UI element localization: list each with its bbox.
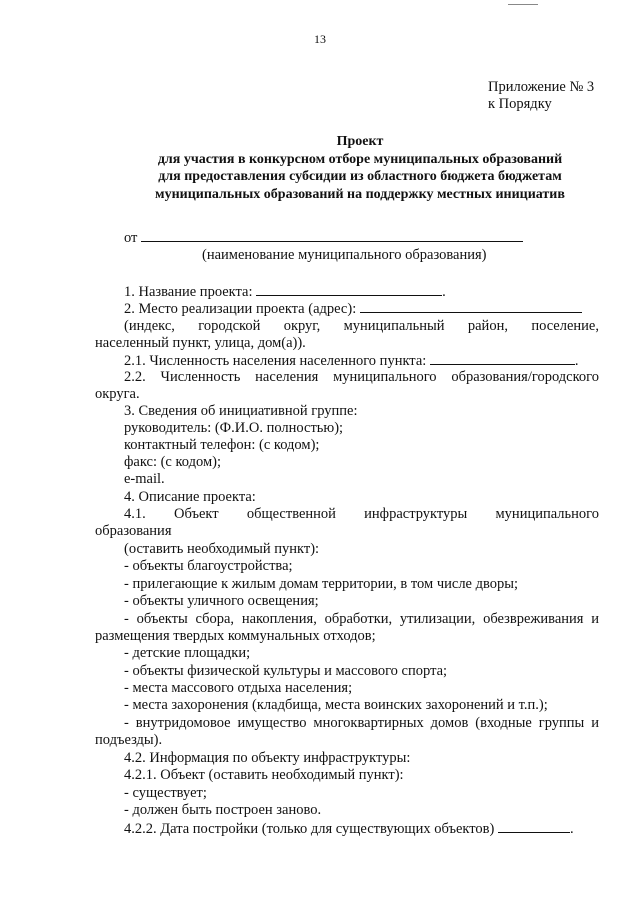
option-item: - должен быть построен заново.	[124, 802, 322, 818]
title-line-4: муниципальных образований на поддержку местных инициатив	[155, 186, 565, 202]
project-name-label: 1. Название проекта:	[124, 284, 253, 300]
option-item: - детские площадки;	[124, 645, 251, 661]
appendix-header	[488, 79, 594, 113]
initiative-group-heading: 3. Сведения об инициативной группе:	[124, 403, 358, 419]
option-item: - объекты благоустройства;	[124, 558, 293, 574]
project-name-blank[interactable]	[256, 283, 442, 296]
settlement-population-line: 2.1. Численность населения населенного пункта: .	[124, 353, 579, 369]
choose-option-note: (оставить необходимый пункт):	[124, 541, 320, 557]
top-rule	[508, 4, 538, 5]
municipality-blank[interactable]	[141, 229, 523, 242]
option-item-continuation: размещения твердых коммунальных отходов;	[95, 628, 376, 644]
email-line: e-mail.	[124, 471, 165, 487]
infrastructure-object-line-2: образования	[95, 523, 172, 539]
document-title	[100, 133, 620, 203]
contact-phone-line: контактный телефон: (с кодом);	[124, 437, 320, 453]
appendix-line-2: к Порядку	[488, 96, 552, 112]
municipal-population-line-2: округа.	[95, 386, 140, 402]
title-line-2: для участия в конкурсном отборе муниципальных образований	[157, 151, 563, 167]
construction-date-line: 4.2.2. Дата постройки (только для существующих объектов) .	[124, 821, 574, 837]
object-status-heading: 4.2.1. Объект (оставить необходимый пункт):	[124, 767, 404, 783]
from-line	[124, 229, 523, 247]
appendix-line-1: Приложение № 3	[488, 79, 595, 95]
option-item: - объекты уличного освещения;	[124, 593, 319, 609]
settlement-population-label: 2.1. Численность населения населенного пункта:	[124, 353, 427, 369]
infrastructure-info-heading: 4.2. Информация по объекту инфраструктуры:	[124, 750, 411, 766]
location-line	[124, 300, 582, 318]
fax-line: факс: (с кодом);	[124, 454, 222, 470]
option-item: - существует;	[124, 785, 207, 801]
project-name-line: 1. Название проекта: .	[124, 284, 446, 300]
option-item: - объекты физической культуры и массового спорта;	[124, 663, 448, 679]
title-line-3: для предоставления субсидии из областного бюджета бюджетам	[158, 169, 562, 184]
option-item: - внутридомовое имущество многоквартирных домов (входные группы и	[124, 715, 599, 731]
option-item: - прилегающие к жилым домам территории, в том числе дворы;	[124, 576, 519, 592]
option-item-continuation: подъезды).	[95, 732, 163, 748]
construction-date-label: 4.2.2. Дата постройки (только для существующих объектов)	[124, 821, 495, 837]
infrastructure-object-line-1: 4.1. Объект общественной инфраструктуры муниципального	[124, 506, 599, 522]
location-detail-2: населенный пункт, улица, дом(а)).	[95, 335, 306, 351]
from-label: от	[124, 230, 138, 246]
project-description-heading: 4. Описание проекта:	[124, 489, 256, 505]
group-leader-line: руководитель: (Ф.И.О. полностью);	[124, 420, 344, 436]
location-blank[interactable]	[360, 300, 582, 313]
from-caption: (наименование муниципального образования)	[202, 247, 487, 263]
location-detail-1: (индекс, городской округ, муниципальный район, поселение,	[124, 318, 599, 334]
option-item: - места массового отдыха населения;	[124, 680, 353, 696]
construction-date-blank[interactable]	[498, 820, 570, 833]
title-line-1: Проект	[336, 134, 384, 149]
location-label: 2. Место реализации проекта (адрес):	[124, 301, 357, 317]
municipal-population-line-1: 2.2. Численность населения муниципального образования/городского	[124, 369, 599, 385]
settlement-population-blank[interactable]	[430, 352, 575, 365]
page-number: 13	[314, 32, 326, 46]
option-item: - объекты сбора, накопления, обработки, утилизации, обезвреживания и	[124, 611, 599, 627]
option-item: - места захоронения (кладбища, места воинских захоронений и т.п.);	[124, 697, 548, 713]
